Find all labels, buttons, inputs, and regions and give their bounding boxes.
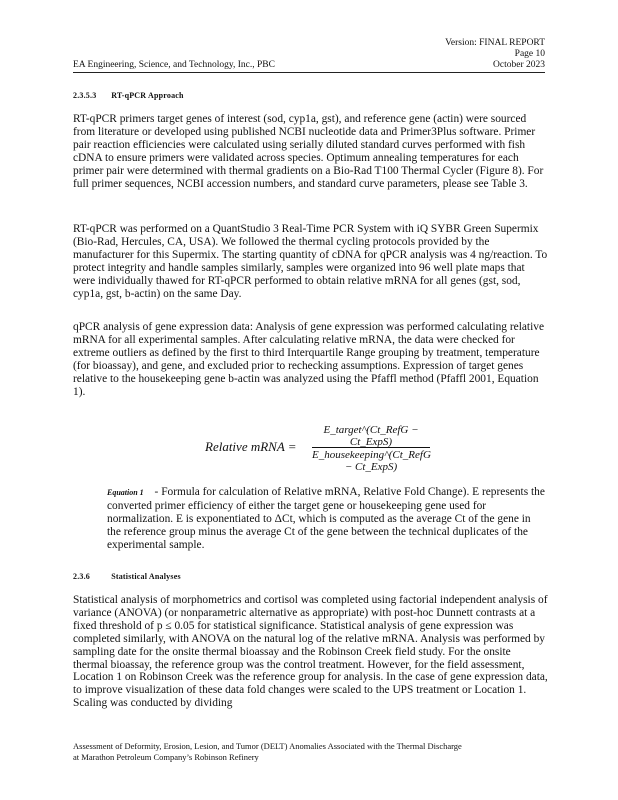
section-number: 2.3.5.3: [73, 91, 97, 100]
section-heading-statistics: [73, 572, 181, 581]
header-version: Version: FINAL REPORT: [445, 38, 545, 48]
equation-lhs: Relative mRNA =: [205, 439, 297, 454]
paragraph-primers: RT-qPCR primers target genes of interest (sod, cyp1a, gst), and reference gene (actin) were sourced from literature or developed using published NCBI nucleotide data and Primer3Plus software. Primer pair reaction efficiencies were calculated using serially diluted standard curves performed with fish cDNA to ensure primers were validated across species. Optimum annealing temperatures for each primer pair were determined with thermal gradients on a Bio-Rad T100 Thermal Cycler (Figure 8). For full primer sequences, NCBI accession numbers, and standard curve parameters, please see Table 3.: [73, 113, 544, 190]
equation-numerator: E_target^(Ct_RefG − Ct_ExpS): [323, 424, 419, 448]
section-title: RT-qPCR Approach: [111, 91, 184, 100]
section-heading-rtqpcr: [73, 91, 184, 100]
caption-label: Equation 1: [107, 488, 144, 497]
paragraph-qpcr-procedure: RT-qPCR was performed on a QuantStudio 3 Real-Time PCR System with iQ SYBR Green Supermix (Bio-Rad, Hercules, CA, USA). We followed the thermal cycling protocols provided by the manufacturer for this Supermix. The starting quantity of cDNA for qPCR analysis was 4 ng/reaction. To protect integrity and handle samples similarly, samples were organized into 96 well plate maps that were individually thawed for RT-qPCR performed to obtain relative mRNA for all genes (gst, sod, cyp1a, gst, b-actin) on the same Day.: [73, 223, 548, 300]
header-date: October 2023: [493, 60, 545, 70]
header-rule: [73, 72, 545, 73]
header-page-number: Page 10: [514, 49, 545, 59]
equation-relative-mrna: [205, 422, 435, 474]
footer: [73, 741, 553, 763]
equation-caption: [107, 486, 547, 552]
section-title: Statistical Analyses: [111, 572, 181, 581]
equation-denominator: E_housekeeping^(Ct_RefG − Ct_ExpS): [312, 449, 431, 473]
footer-line-2: at Marathon Petroleum Company’s Robinson Refinery: [73, 752, 259, 762]
header-company: EA Engineering, Science, and Technology, Inc., PBC: [73, 60, 275, 70]
section-number: 2.3.6: [73, 572, 90, 581]
caption-text: - Formula for calculation of Relative mRNA, Relative Fold Change). E represents the converted primer efficiency of either the target gene or housekeeping gene used for normalization. E is exponentiated to ΔCt, which is computed as the average Ct of the gene in the reference group minus the average Ct of the gene between the technical duplicates of the experimental sample.: [107, 486, 545, 551]
paragraph-gene-expression: qPCR analysis of gene expression data: Analysis of gene expression was performed calculating relative mRNA for all experimental samples. After calculating relative mRNA, the data were checked for extreme outliers as defined by the first to third Interquartile Range grouping by treatment, temperature (for bioassay), and gene, and excluded prior to rechecking assumptions. Expression of target genes relative to the housekeeping gene b-actin was analyzed using the Pfaffl method (Pfaffl 2001, Equation 1).: [73, 321, 544, 398]
footer-line-1: Assessment of Deformity, Erosion, Lesion, and Tumor (DELT) Anomalies Associated with the Thermal Discharge: [73, 741, 462, 751]
equation-fraction: [312, 424, 430, 471]
paragraph-statistical-analyses: Statistical analysis of morphometrics and cortisol was completed using factorial independent analysis of variance (ANOVA) (or nonparametric alternative as appropriate) with post-hoc Dunnett contrasts at a fixed threshold of p ≤ 0.05 for statistical significance. Statistical analysis of gene expression was completed similarly, with ANOVA on the natural log of the relative mRNA. Analysis was performed by sampling date for the onsite thermal bioassay and the Robinson Creek field study. For the onsite thermal bioassay, the reference group was the control treatment. However, for the field assessment, Location 1 on Robinson Creek was the reference group for analysis. In the case of gene expression data, to improve visualization of these data fold changes were scaled to the UPS treatment or Location 1. Scaling was conducted by dividing: [73, 594, 548, 710]
